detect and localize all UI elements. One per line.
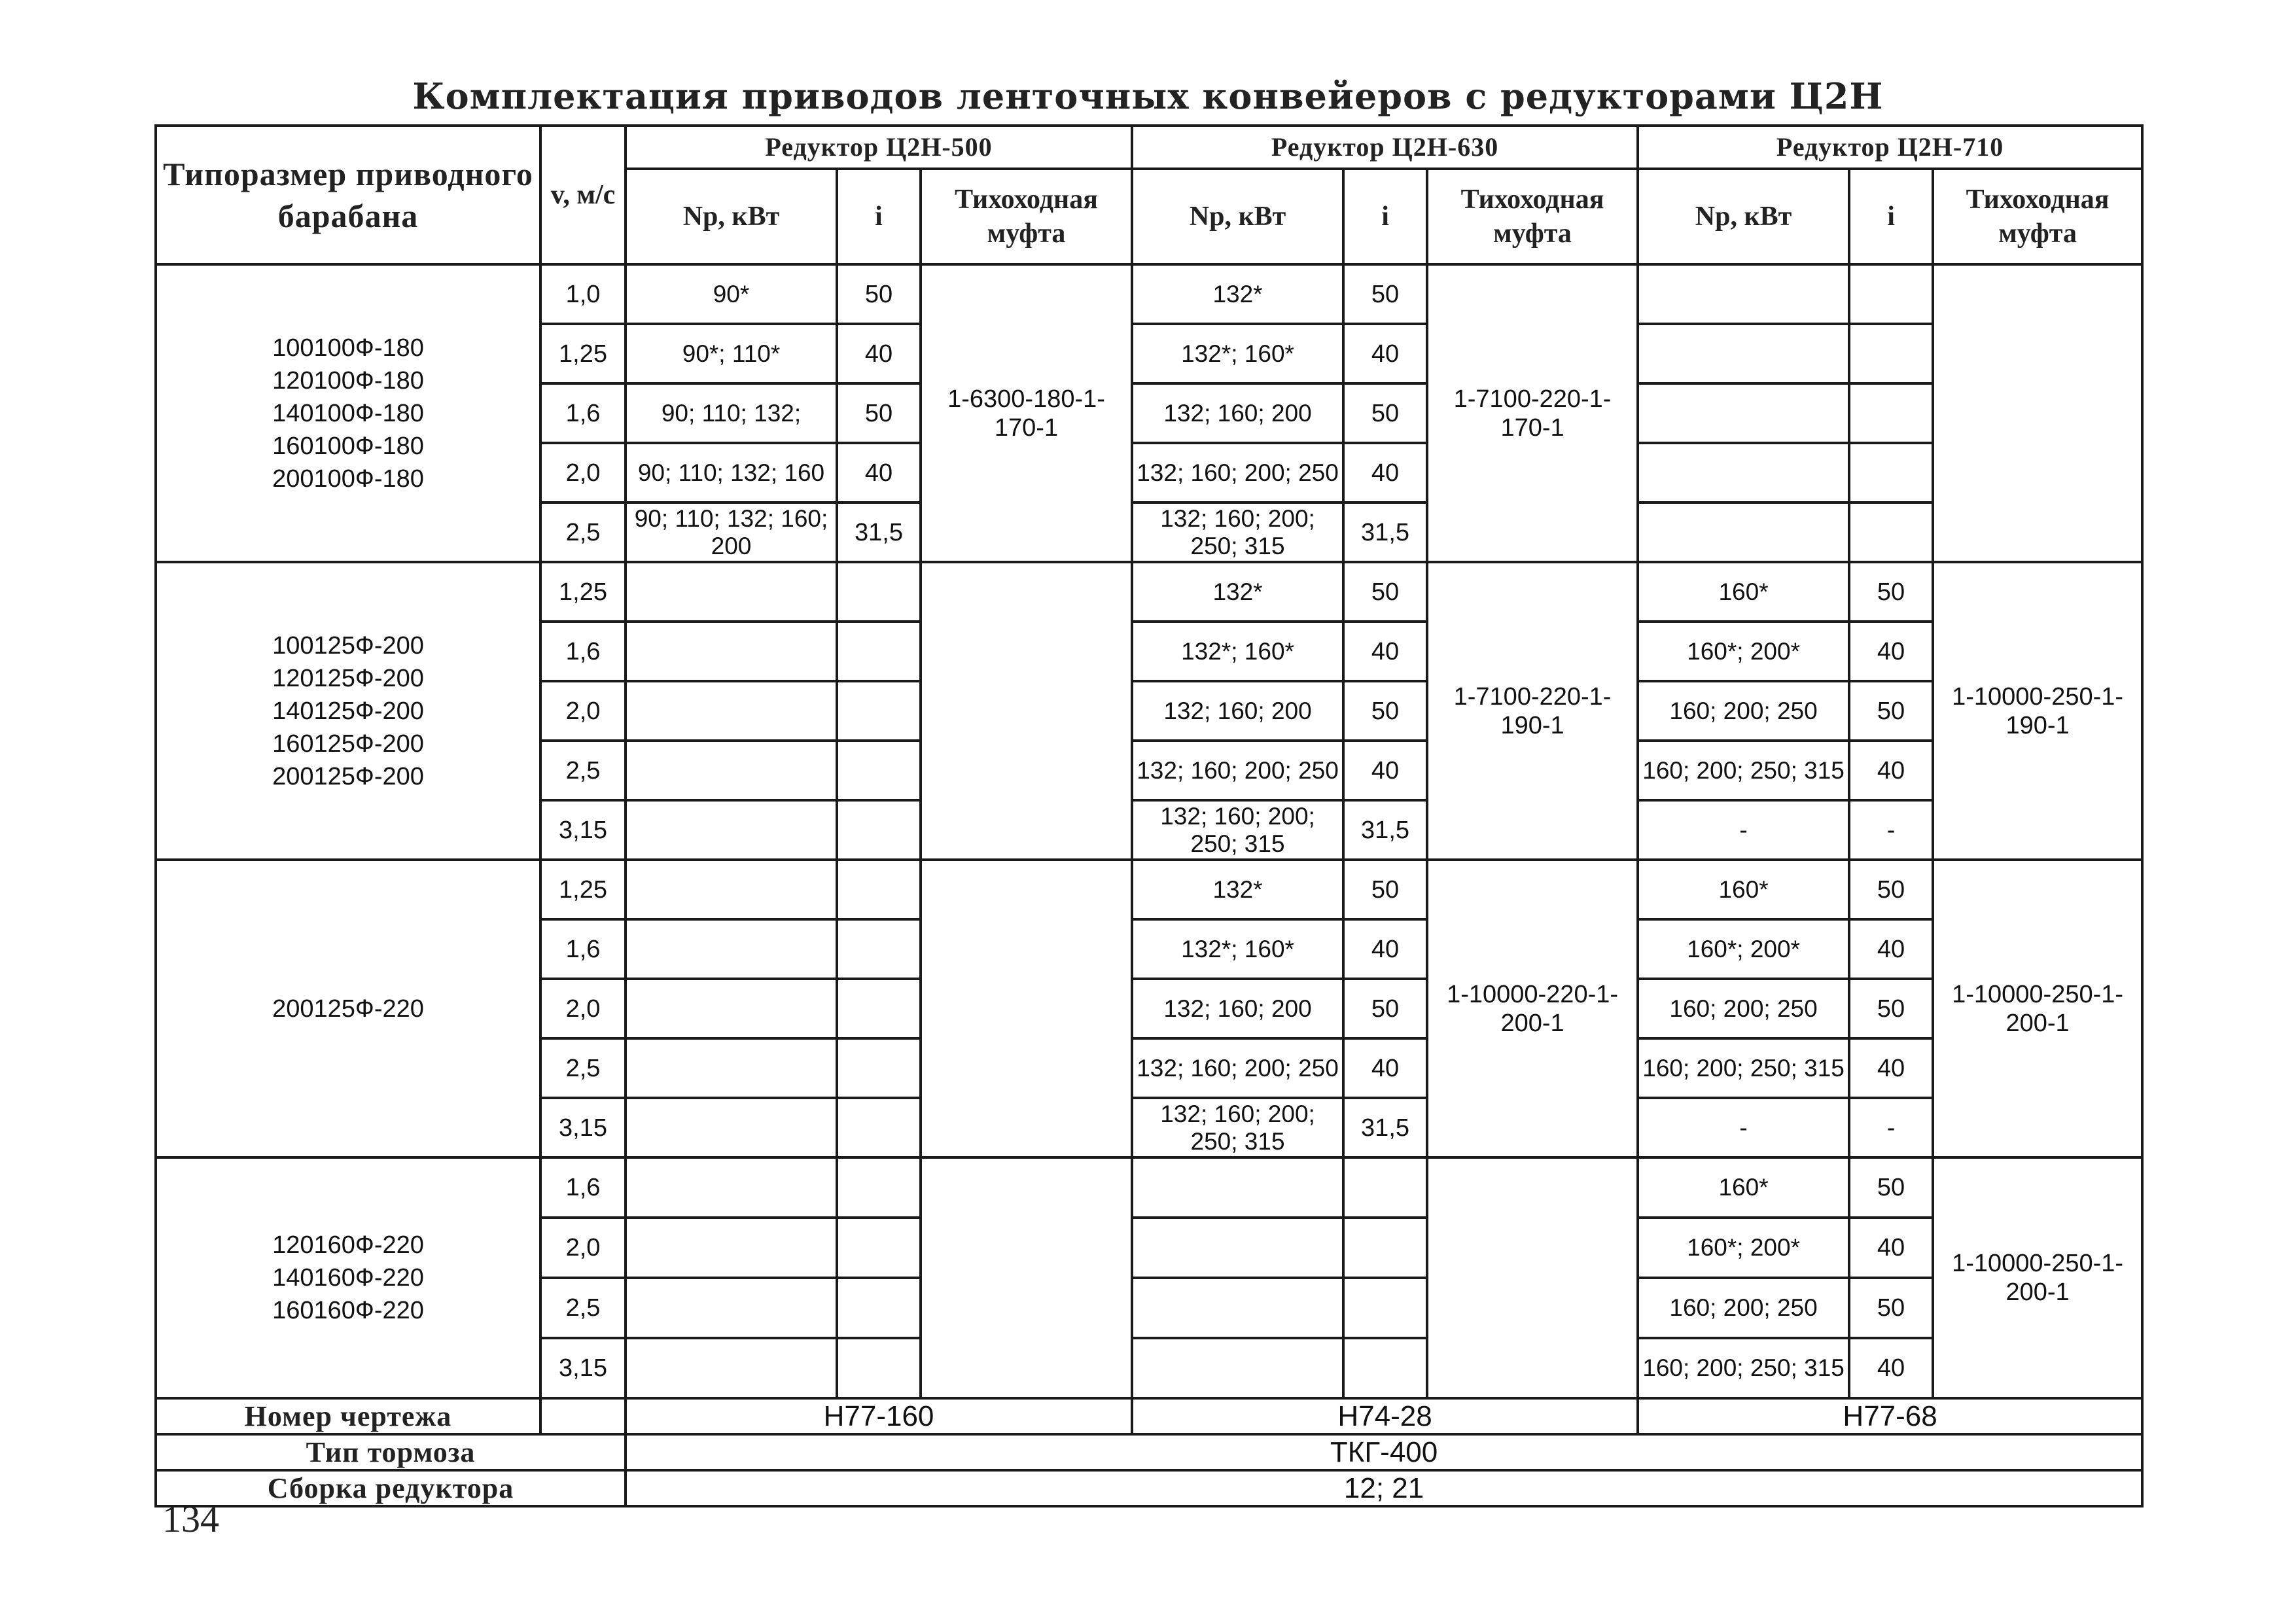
- ratio-630-cell: [1343, 1338, 1427, 1398]
- coupling-630-cell: [1427, 1157, 1638, 1398]
- power-500-cell: [626, 681, 837, 741]
- ratio-500-cell: [837, 562, 921, 622]
- ratio-630-cell: [1343, 1218, 1427, 1278]
- power-630-cell: 132*: [1132, 264, 1343, 324]
- power-header-630: Nр, кВт: [1132, 169, 1343, 264]
- coupling-710-cell: 1-10000-250-1-190-1: [1933, 562, 2142, 860]
- ratio-710-cell: 50: [1849, 860, 1933, 919]
- reducer-500-header: Редуктор Ц2Н-500: [626, 126, 1132, 169]
- power-500-cell: [626, 622, 837, 681]
- power-630-cell: 132; 160; 200: [1132, 979, 1343, 1038]
- ratio-630-cell: 50: [1343, 979, 1427, 1038]
- power-630-cell: 132*; 160*: [1132, 919, 1343, 979]
- ratio-630-cell: 40: [1343, 919, 1427, 979]
- ratio-500-cell: [837, 919, 921, 979]
- power-710-cell: 160; 200; 250; 315: [1638, 1338, 1849, 1398]
- speed-header: v, м/с: [540, 126, 626, 264]
- reducer-710-header: Редуктор Ц2Н-710: [1638, 126, 2142, 169]
- ratio-500-cell: [837, 979, 921, 1038]
- power-630-cell: 132; 160; 200; 250: [1132, 443, 1343, 502]
- ratio-710-cell: [1849, 264, 1933, 324]
- power-710-cell: [1638, 443, 1849, 502]
- power-630-cell: 132*; 160*: [1132, 324, 1343, 383]
- reducer-630-header: Редуктор Ц2Н-630: [1132, 126, 1638, 169]
- speed-cell: 2,5: [540, 1278, 626, 1338]
- table-row: [156, 860, 2142, 919]
- speed-cell: 3,15: [540, 1098, 626, 1157]
- ratio-710-cell: 50: [1849, 979, 1933, 1038]
- ratio-630-cell: 31,5: [1343, 1098, 1427, 1157]
- drum-size-cell: 200125Ф-220: [156, 860, 540, 1157]
- power-500-cell: [626, 860, 837, 919]
- drawing-500: Н77-160: [626, 1398, 1132, 1434]
- power-500-cell: [626, 1157, 837, 1218]
- power-500-cell: 90; 110; 132; 160; 200: [626, 502, 837, 562]
- ratio-630-cell: 50: [1343, 681, 1427, 741]
- power-710-cell: [1638, 502, 1849, 562]
- drawing-630: Н74-28: [1132, 1398, 1638, 1434]
- power-630-cell: 132; 160; 200; 250: [1132, 1038, 1343, 1098]
- ratio-header-710: i: [1849, 169, 1933, 264]
- drum-size-header: Типоразмер приводного барабана: [156, 126, 540, 264]
- power-630-cell: [1132, 1157, 1343, 1218]
- coupling-header-500: Тихоходная муфта: [921, 169, 1132, 264]
- power-710-cell: 160; 200; 250; 315: [1638, 741, 1849, 800]
- ratio-500-cell: [837, 1157, 921, 1218]
- power-500-cell: [626, 979, 837, 1038]
- ratio-710-cell: 40: [1849, 1338, 1933, 1398]
- speed-cell: 2,5: [540, 1038, 626, 1098]
- brake-label: Тип тормоза: [156, 1434, 626, 1470]
- ratio-500-cell: [837, 860, 921, 919]
- ratio-710-cell: -: [1849, 1098, 1933, 1157]
- power-630-cell: 132*; 160*: [1132, 622, 1343, 681]
- power-630-cell: 132*: [1132, 860, 1343, 919]
- ratio-710-cell: 50: [1849, 681, 1933, 741]
- brake-value: ТКГ-400: [626, 1434, 2142, 1470]
- power-710-cell: 160; 200; 250; 315: [1638, 1038, 1849, 1098]
- power-500-cell: 90*; 110*: [626, 324, 837, 383]
- ratio-710-cell: [1849, 443, 1933, 502]
- ratio-630-cell: 40: [1343, 622, 1427, 681]
- coupling-500-cell: 1-6300-180-1-170-1: [921, 264, 1132, 562]
- drawing-710: Н77-68: [1638, 1398, 2142, 1434]
- coupling-630-cell: 1-10000-220-1-200-1: [1427, 860, 1638, 1157]
- ratio-710-cell: [1849, 324, 1933, 383]
- ratio-500-cell: 50: [837, 383, 921, 443]
- ratio-500-cell: 40: [837, 324, 921, 383]
- speed-cell: 1,6: [540, 383, 626, 443]
- power-500-cell: [626, 1038, 837, 1098]
- drum-size-cell: 100100Ф-180 120100Ф-180 140100Ф-180 160100Ф-180 200100Ф-180: [156, 264, 540, 562]
- ratio-500-cell: 50: [837, 264, 921, 324]
- power-500-cell: [626, 800, 837, 860]
- speed-cell: 1,0: [540, 264, 626, 324]
- coupling-500-cell: [921, 1157, 1132, 1398]
- table-row: [156, 562, 2142, 622]
- ratio-630-cell: 50: [1343, 264, 1427, 324]
- coupling-header-630: Тихоходная муфта: [1427, 169, 1638, 264]
- power-710-cell: 160*; 200*: [1638, 622, 1849, 681]
- assembly-label: Сборка редуктора: [156, 1470, 626, 1506]
- ratio-630-cell: 40: [1343, 443, 1427, 502]
- power-500-cell: [626, 1278, 837, 1338]
- assembly-value: 12; 21: [626, 1470, 2142, 1506]
- power-710-cell: 160*; 200*: [1638, 1218, 1849, 1278]
- ratio-630-cell: [1343, 1157, 1427, 1218]
- ratio-710-cell: 40: [1849, 1038, 1933, 1098]
- power-500-cell: 90; 110; 132;: [626, 383, 837, 443]
- power-500-cell: [626, 919, 837, 979]
- power-710-cell: 160*; 200*: [1638, 919, 1849, 979]
- power-710-cell: 160; 200; 250: [1638, 979, 1849, 1038]
- power-500-cell: [626, 1338, 837, 1398]
- power-630-cell: [1132, 1338, 1343, 1398]
- ratio-710-cell: 50: [1849, 1278, 1933, 1338]
- power-630-cell: 132; 160; 200; 250; 315: [1132, 502, 1343, 562]
- speed-cell: 2,0: [540, 443, 626, 502]
- ratio-500-cell: [837, 1278, 921, 1338]
- ratio-500-cell: [837, 681, 921, 741]
- ratio-710-cell: 50: [1849, 562, 1933, 622]
- table-row: [156, 264, 2142, 324]
- power-630-cell: 132; 160; 200; 250; 315: [1132, 800, 1343, 860]
- coupling-710-cell: [1933, 264, 2142, 562]
- ratio-500-cell: [837, 622, 921, 681]
- drawing-label: Номер чертежа: [156, 1398, 540, 1434]
- ratio-500-cell: [837, 1218, 921, 1278]
- speed-cell: 2,0: [540, 979, 626, 1038]
- ratio-630-cell: 40: [1343, 1038, 1427, 1098]
- power-630-cell: 132; 160; 200; 250; 315: [1132, 1098, 1343, 1157]
- power-710-cell: 160*: [1638, 860, 1849, 919]
- coupling-500-cell: [921, 860, 1132, 1157]
- ratio-500-cell: [837, 1098, 921, 1157]
- speed-cell: 2,0: [540, 681, 626, 741]
- ratio-630-cell: [1343, 1278, 1427, 1338]
- ratio-710-cell: 40: [1849, 622, 1933, 681]
- power-710-cell: 160; 200; 250: [1638, 681, 1849, 741]
- speed-cell: 1,25: [540, 860, 626, 919]
- table-body: [156, 264, 2142, 1398]
- ratio-500-cell: [837, 741, 921, 800]
- coupling-710-cell: 1-10000-250-1-200-1: [1933, 860, 2142, 1157]
- power-500-cell: [626, 1098, 837, 1157]
- power-500-cell: [626, 741, 837, 800]
- power-710-cell: 160*: [1638, 1157, 1849, 1218]
- page-title: Комплектация приводов ленточных конвейеров с редукторами Ц2Н: [412, 75, 1884, 117]
- power-710-cell: [1638, 383, 1849, 443]
- speed-cell: 3,15: [540, 800, 626, 860]
- power-header-500: Nр, кВт: [626, 169, 837, 264]
- speed-cell: 2,5: [540, 741, 626, 800]
- power-710-cell: 160*: [1638, 562, 1849, 622]
- power-630-cell: 132; 160; 200: [1132, 681, 1343, 741]
- ratio-header-630: i: [1343, 169, 1427, 264]
- power-710-cell: [1638, 324, 1849, 383]
- ratio-710-cell: 50: [1849, 1157, 1933, 1218]
- speed-cell: 1,6: [540, 1157, 626, 1218]
- ratio-630-cell: 50: [1343, 383, 1427, 443]
- page-number: 134: [162, 1498, 219, 1540]
- power-500-cell: 90; 110; 132; 160: [626, 443, 837, 502]
- power-710-cell: [1638, 264, 1849, 324]
- ratio-500-cell: [837, 1338, 921, 1398]
- ratio-630-cell: 40: [1343, 741, 1427, 800]
- coupling-630-cell: 1-7100-220-1-190-1: [1427, 562, 1638, 860]
- coupling-710-cell: 1-10000-250-1-200-1: [1933, 1157, 2142, 1398]
- power-630-cell: 132*: [1132, 562, 1343, 622]
- ratio-500-cell: 31,5: [837, 502, 921, 562]
- power-500-cell: [626, 1218, 837, 1278]
- power-630-cell: 132; 160; 200: [1132, 383, 1343, 443]
- ratio-630-cell: 50: [1343, 562, 1427, 622]
- speed-cell: 3,15: [540, 1338, 626, 1398]
- ratio-710-cell: -: [1849, 800, 1933, 860]
- ratio-header-500: i: [837, 169, 921, 264]
- ratio-500-cell: 40: [837, 443, 921, 502]
- speed-cell: 1,25: [540, 324, 626, 383]
- power-710-cell: -: [1638, 800, 1849, 860]
- specification-table: [154, 124, 2144, 1507]
- ratio-710-cell: 40: [1849, 919, 1933, 979]
- power-500-cell: [626, 562, 837, 622]
- ratio-630-cell: 31,5: [1343, 800, 1427, 860]
- speed-cell: 1,6: [540, 919, 626, 979]
- ratio-630-cell: 40: [1343, 324, 1427, 383]
- ratio-710-cell: [1849, 502, 1933, 562]
- speed-cell: 2,0: [540, 1218, 626, 1278]
- drum-size-cell: 120160Ф-220 140160Ф-220 160160Ф-220: [156, 1157, 540, 1398]
- coupling-500-cell: [921, 562, 1132, 860]
- power-500-cell: 90*: [626, 264, 837, 324]
- power-630-cell: 132; 160; 200; 250: [1132, 741, 1343, 800]
- ratio-710-cell: [1849, 383, 1933, 443]
- speed-cell: 1,6: [540, 622, 626, 681]
- ratio-630-cell: 50: [1343, 860, 1427, 919]
- speed-cell: 2,5: [540, 502, 626, 562]
- power-630-cell: [1132, 1218, 1343, 1278]
- speed-cell: 1,25: [540, 562, 626, 622]
- coupling-630-cell: 1-7100-220-1-170-1: [1427, 264, 1638, 562]
- ratio-500-cell: [837, 800, 921, 860]
- power-header-710: Nр, кВт: [1638, 169, 1849, 264]
- drum-size-cell: 100125Ф-200 120125Ф-200 140125Ф-200 160125Ф-200 200125Ф-200: [156, 562, 540, 860]
- table-row: [156, 1157, 2142, 1218]
- ratio-500-cell: [837, 1038, 921, 1098]
- ratio-710-cell: 40: [1849, 741, 1933, 800]
- power-630-cell: [1132, 1278, 1343, 1338]
- power-710-cell: -: [1638, 1098, 1849, 1157]
- power-710-cell: 160; 200; 250: [1638, 1278, 1849, 1338]
- ratio-630-cell: 31,5: [1343, 502, 1427, 562]
- ratio-710-cell: 40: [1849, 1218, 1933, 1278]
- coupling-header-710: Тихоходная муфта: [1933, 169, 2142, 264]
